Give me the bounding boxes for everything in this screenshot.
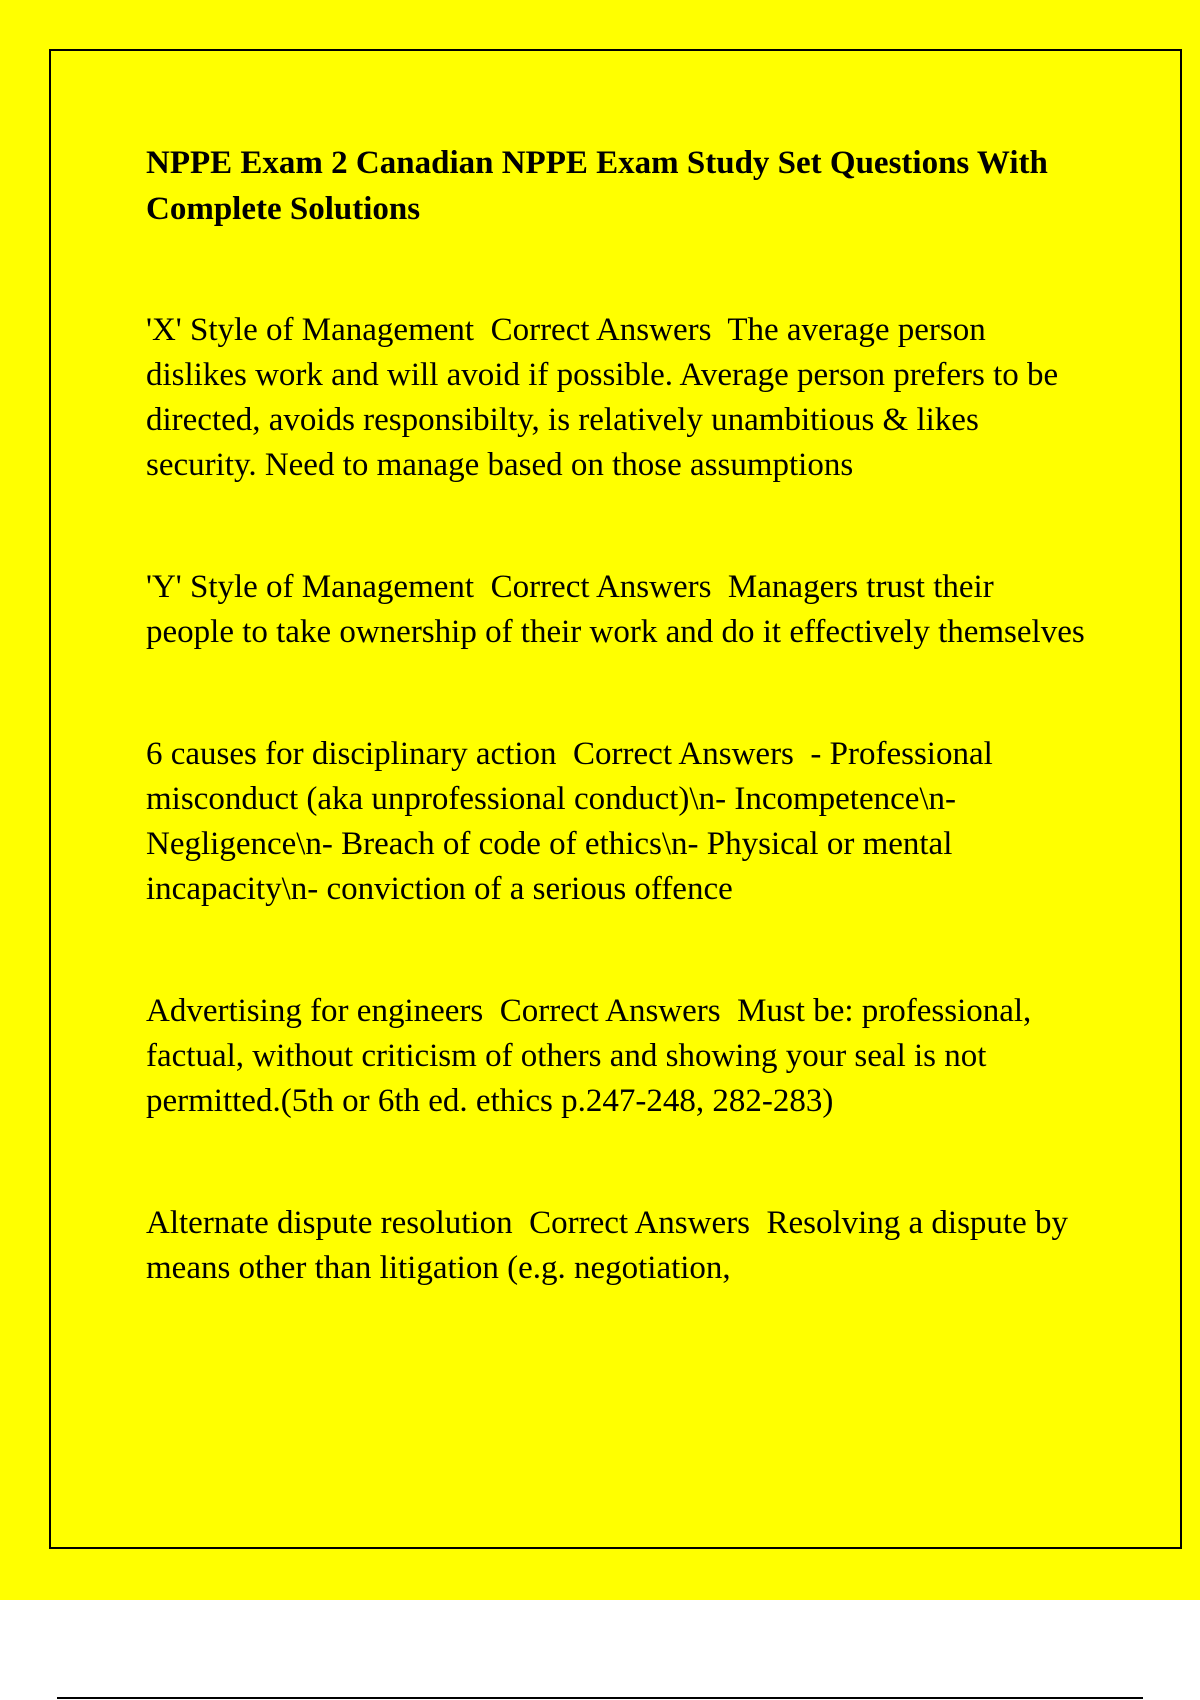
qa-entry-advertising: Advertising for engineers Correct Answers Must be: professional, factual, without criticism of others and showing your seal is not permitted.(5th or 6th ed. ethics p.247-248, 282-283) xyxy=(146,993,1040,1119)
qa-entry-y-style: 'Y' Style of Management Correct Answers Managers trust their people to take ownership of their work and do it effectively themselves xyxy=(146,569,1085,650)
document-body xyxy=(146,140,1086,1368)
qa-entry-x-style: 'X' Style of Management Correct Answers The average person dislikes work and will avoid if possible. Average person prefers to be directed, avoids responsibilty, is relatively unambitious & likes security. Need to manage based on those assumptions xyxy=(146,312,1067,483)
qa-entry-disciplinary-action: 6 causes for disciplinary action Correct Answers - Professional misconduct (aka unprofessional conduct)\n- Incompetence\n- Negligence\n- Breach of code of ethics\n- Physical or mental incapacity\n- conviction of a serious offence xyxy=(146,736,1002,907)
qa-entry-dispute-resolution: Alternate dispute resolution Correct Answers Resolving a dispute by means other than litigation (e.g. negotiation, xyxy=(146,1205,1077,1286)
footer-divider xyxy=(57,1697,1143,1699)
document-title: NPPE Exam 2 Canadian NPPE Exam Study Set Questions With Complete Solutions xyxy=(146,145,1048,227)
